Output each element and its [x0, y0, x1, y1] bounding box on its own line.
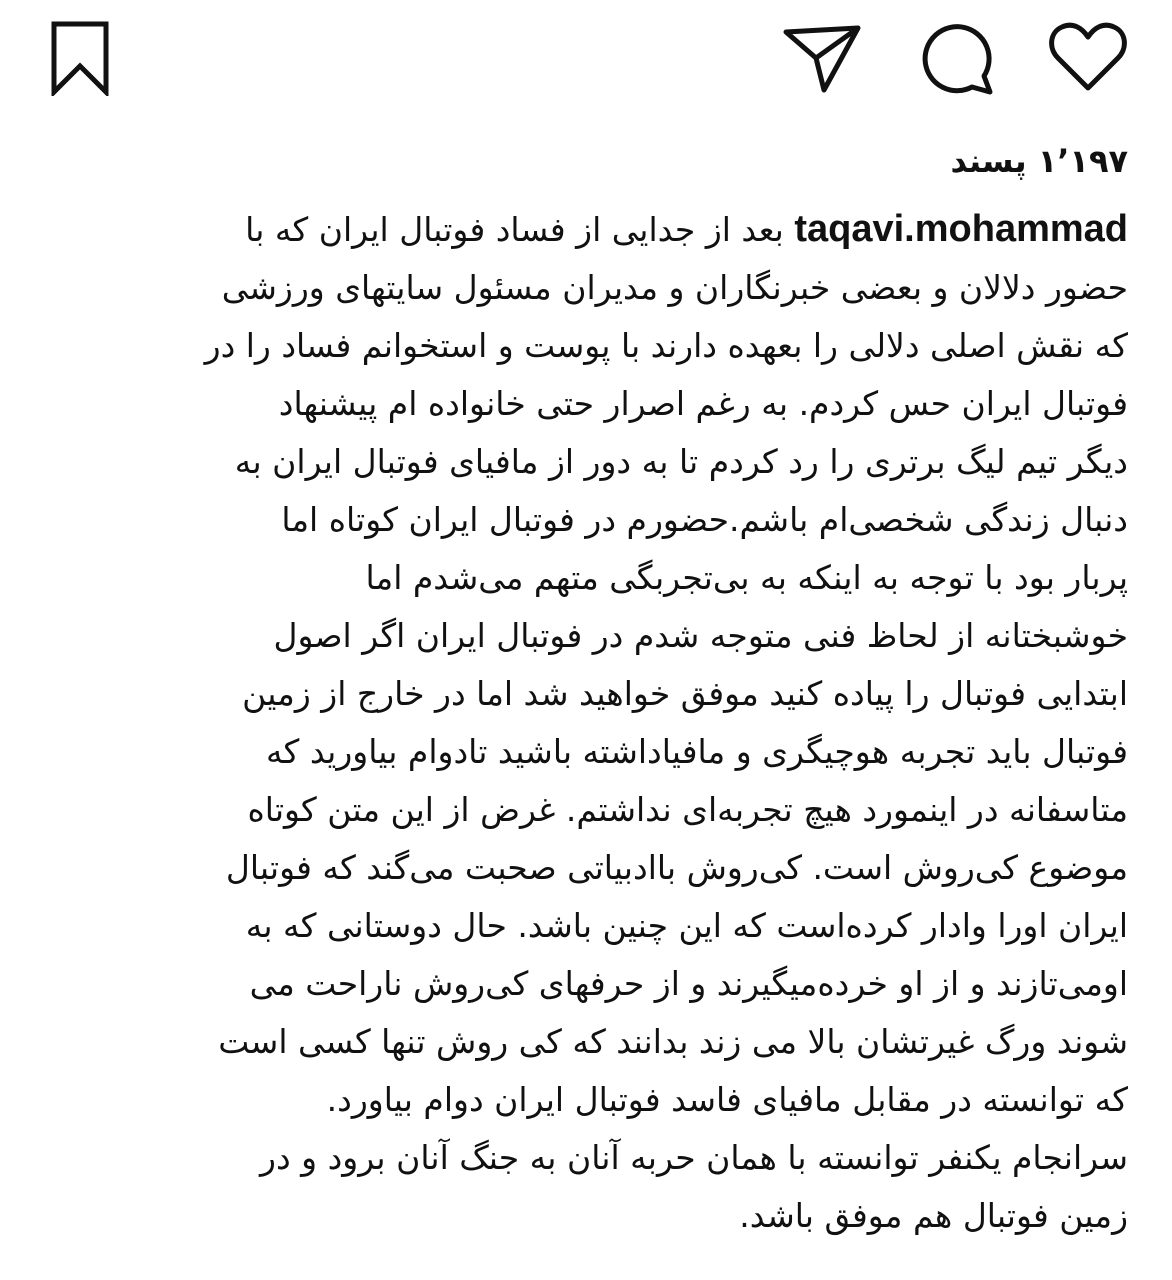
caption-line — [40, 1071, 1128, 1129]
caption-line — [40, 549, 1128, 607]
post-action-bar — [0, 0, 1172, 130]
caption-text: شوند ورگ غیرتشان بالا می زند بدانند که کی روش تنها کسی است — [218, 1022, 1128, 1061]
caption-text: متاسفانه در اینمورد هیچ تجربه‌ای نداشتم. غرض از این متن کوتاه — [247, 790, 1128, 829]
caption-text: موضوع کی‌روش است. کی‌روش باادبیاتی صحبت می‌گند که فوتبال — [225, 848, 1128, 887]
caption-text: زمین فوتبال هم موفق باشد. — [739, 1196, 1128, 1235]
caption-text: ابتدایی فوتبال را پیاده کنید موفق خواهید شد اما در خارج از زمین — [242, 674, 1128, 713]
caption-line — [40, 375, 1128, 433]
caption-line — [40, 1013, 1128, 1071]
caption-text: خوشبختانه از لحاظ فنی متوجه شدم در فوتبال ایران اگر اصول — [273, 616, 1128, 655]
caption-line — [40, 1187, 1128, 1245]
caption-line — [40, 317, 1128, 375]
caption-text: پربار بود با توجه به اینکه به بی‌تجربگی متهم می‌شدم اما — [365, 558, 1128, 597]
caption-line — [40, 433, 1128, 491]
caption-line — [40, 897, 1128, 955]
caption-text: فوتبال ایران حس کردم. به رغم اصرار حتی خانواده ام پیشنهاد — [278, 384, 1128, 423]
caption-text: که توانسته در مقابل مافیای فاسد فوتبال ایران دوام بیاورد. — [326, 1080, 1128, 1119]
caption-line — [40, 955, 1128, 1013]
caption-text: سرانجام یکنفر توانسته با همان حربه آنان به جنگ آنان برود و در — [260, 1138, 1128, 1177]
caption-line — [40, 665, 1128, 723]
like-count[interactable]: ۱٬۱۹۷ پسند — [950, 142, 1128, 180]
caption-text: دیگر تیم لیگ برتری را رد کردم تا به دور از مافیای فوتبال ایران به — [234, 442, 1128, 481]
caption-line — [40, 781, 1128, 839]
like-button[interactable] — [1046, 16, 1130, 100]
heart-icon — [1048, 22, 1128, 94]
caption-line — [40, 1129, 1128, 1187]
caption-line — [40, 491, 1128, 549]
username-link[interactable]: taqavi.mohammad — [794, 208, 1128, 250]
caption-text: که نقش اصلی دلالی را بعهده دارند با پوست و استخوانم فساد را در — [204, 326, 1128, 365]
caption-line — [40, 200, 1128, 259]
save-button[interactable] — [38, 16, 122, 100]
comment-button[interactable] — [916, 16, 1000, 100]
comment-bubble-icon — [920, 20, 996, 96]
bookmark-icon — [50, 20, 110, 96]
caption-text: حضور دلالان و بعضی خبرنگاران و مدیران مسئول سایتهای ورزشی — [221, 268, 1128, 307]
caption-text: بعد از جدایی از فساد فوتبال ایران که با — [245, 210, 784, 249]
caption-line — [40, 723, 1128, 781]
post-caption — [40, 200, 1128, 1245]
caption-text: ایران اورا وادار کرده‌است که این چنین باشد. حال دوستانی که به — [245, 906, 1128, 945]
caption-line — [40, 839, 1128, 897]
send-icon — [782, 22, 862, 94]
caption-text: اومی‌تازند و از او خرده‌میگیرند و از حرفهای کی‌روش ناراحت می — [249, 964, 1128, 1003]
share-button[interactable] — [780, 16, 864, 100]
caption-text: دنبال زندگی شخصی‌ام باشم.حضورم در فوتبال ایران کوتاه اما — [281, 500, 1128, 539]
caption-text: فوتبال باید تجربه هوچیگری و مافیاداشته باشید تادوام بیاورید که — [265, 732, 1128, 771]
caption-line — [40, 259, 1128, 317]
caption-line — [40, 607, 1128, 665]
